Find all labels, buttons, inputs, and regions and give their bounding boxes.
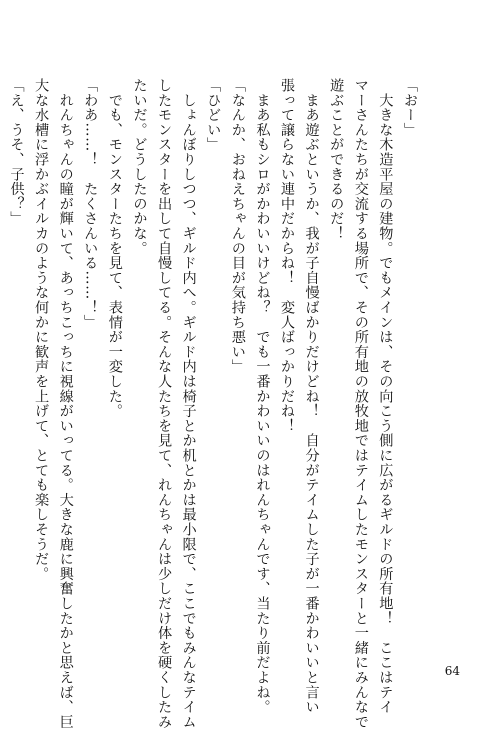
text-line: 「ひどい」: [205, 78, 222, 152]
text-line: 「え、うそ、子供？」: [8, 78, 25, 226]
text-line: まあ遊ぶというか、我が子自慢ばかりだけどね！ 自分がテイムした子が一番かわいいと言い: [303, 78, 320, 715]
text-line: 「わあ……！ たくさんいる……！」: [82, 78, 99, 330]
text-line: 張って譲らない連中だからね！ 変人ばっかりだね！: [279, 78, 296, 434]
page-number: 64: [444, 664, 460, 678]
text-line: したモンスターを出して自慢してる。そんな人たちを見て、れんちゃんは少しだけ体を硬くしたみ: [156, 78, 173, 729]
text-line: 大な水槽に浮かぶイルカのような何かに歓声を上げて、とても楽しそうだ。: [33, 78, 50, 582]
text-line: マーさんたちが交流する場所で、その所有地の放牧地ではテイムしたモンスターと一緒にみんなで: [352, 78, 369, 729]
text-line: でも、モンスターたちを見て、表情が一変した。: [106, 78, 123, 419]
text-line: 大きな木造平屋の建物。でもメインは、その向こう側に広がるギルドの所有地！ ここはテイ: [377, 78, 394, 715]
text-line: たいだ。どうしたのかな。: [131, 78, 148, 256]
text-line: 「おー」: [402, 78, 418, 138]
text-line: れんちゃんの瞳が輝いて、あっちこっちに視線がいってる。大きな鹿に興奮したかと思えば、巨: [57, 78, 74, 729]
text-line: 「なんか、おねえちゃんの目が気持ち悪い」: [229, 78, 246, 374]
text-line: まあ私もシロがかわいいけどね？ でも一番かわいいのはれんちゃんです、当たり前だよね。: [254, 78, 271, 715]
text-line: 遊ぶことができるのだ！: [328, 78, 345, 241]
text-line: しょんぼりしつつ、ギルド内へ。ギルド内は椅子とか机とかは最小限で、ここでもみんなテイム: [180, 78, 197, 729]
vertical-text-body: [4, 78, 422, 729]
